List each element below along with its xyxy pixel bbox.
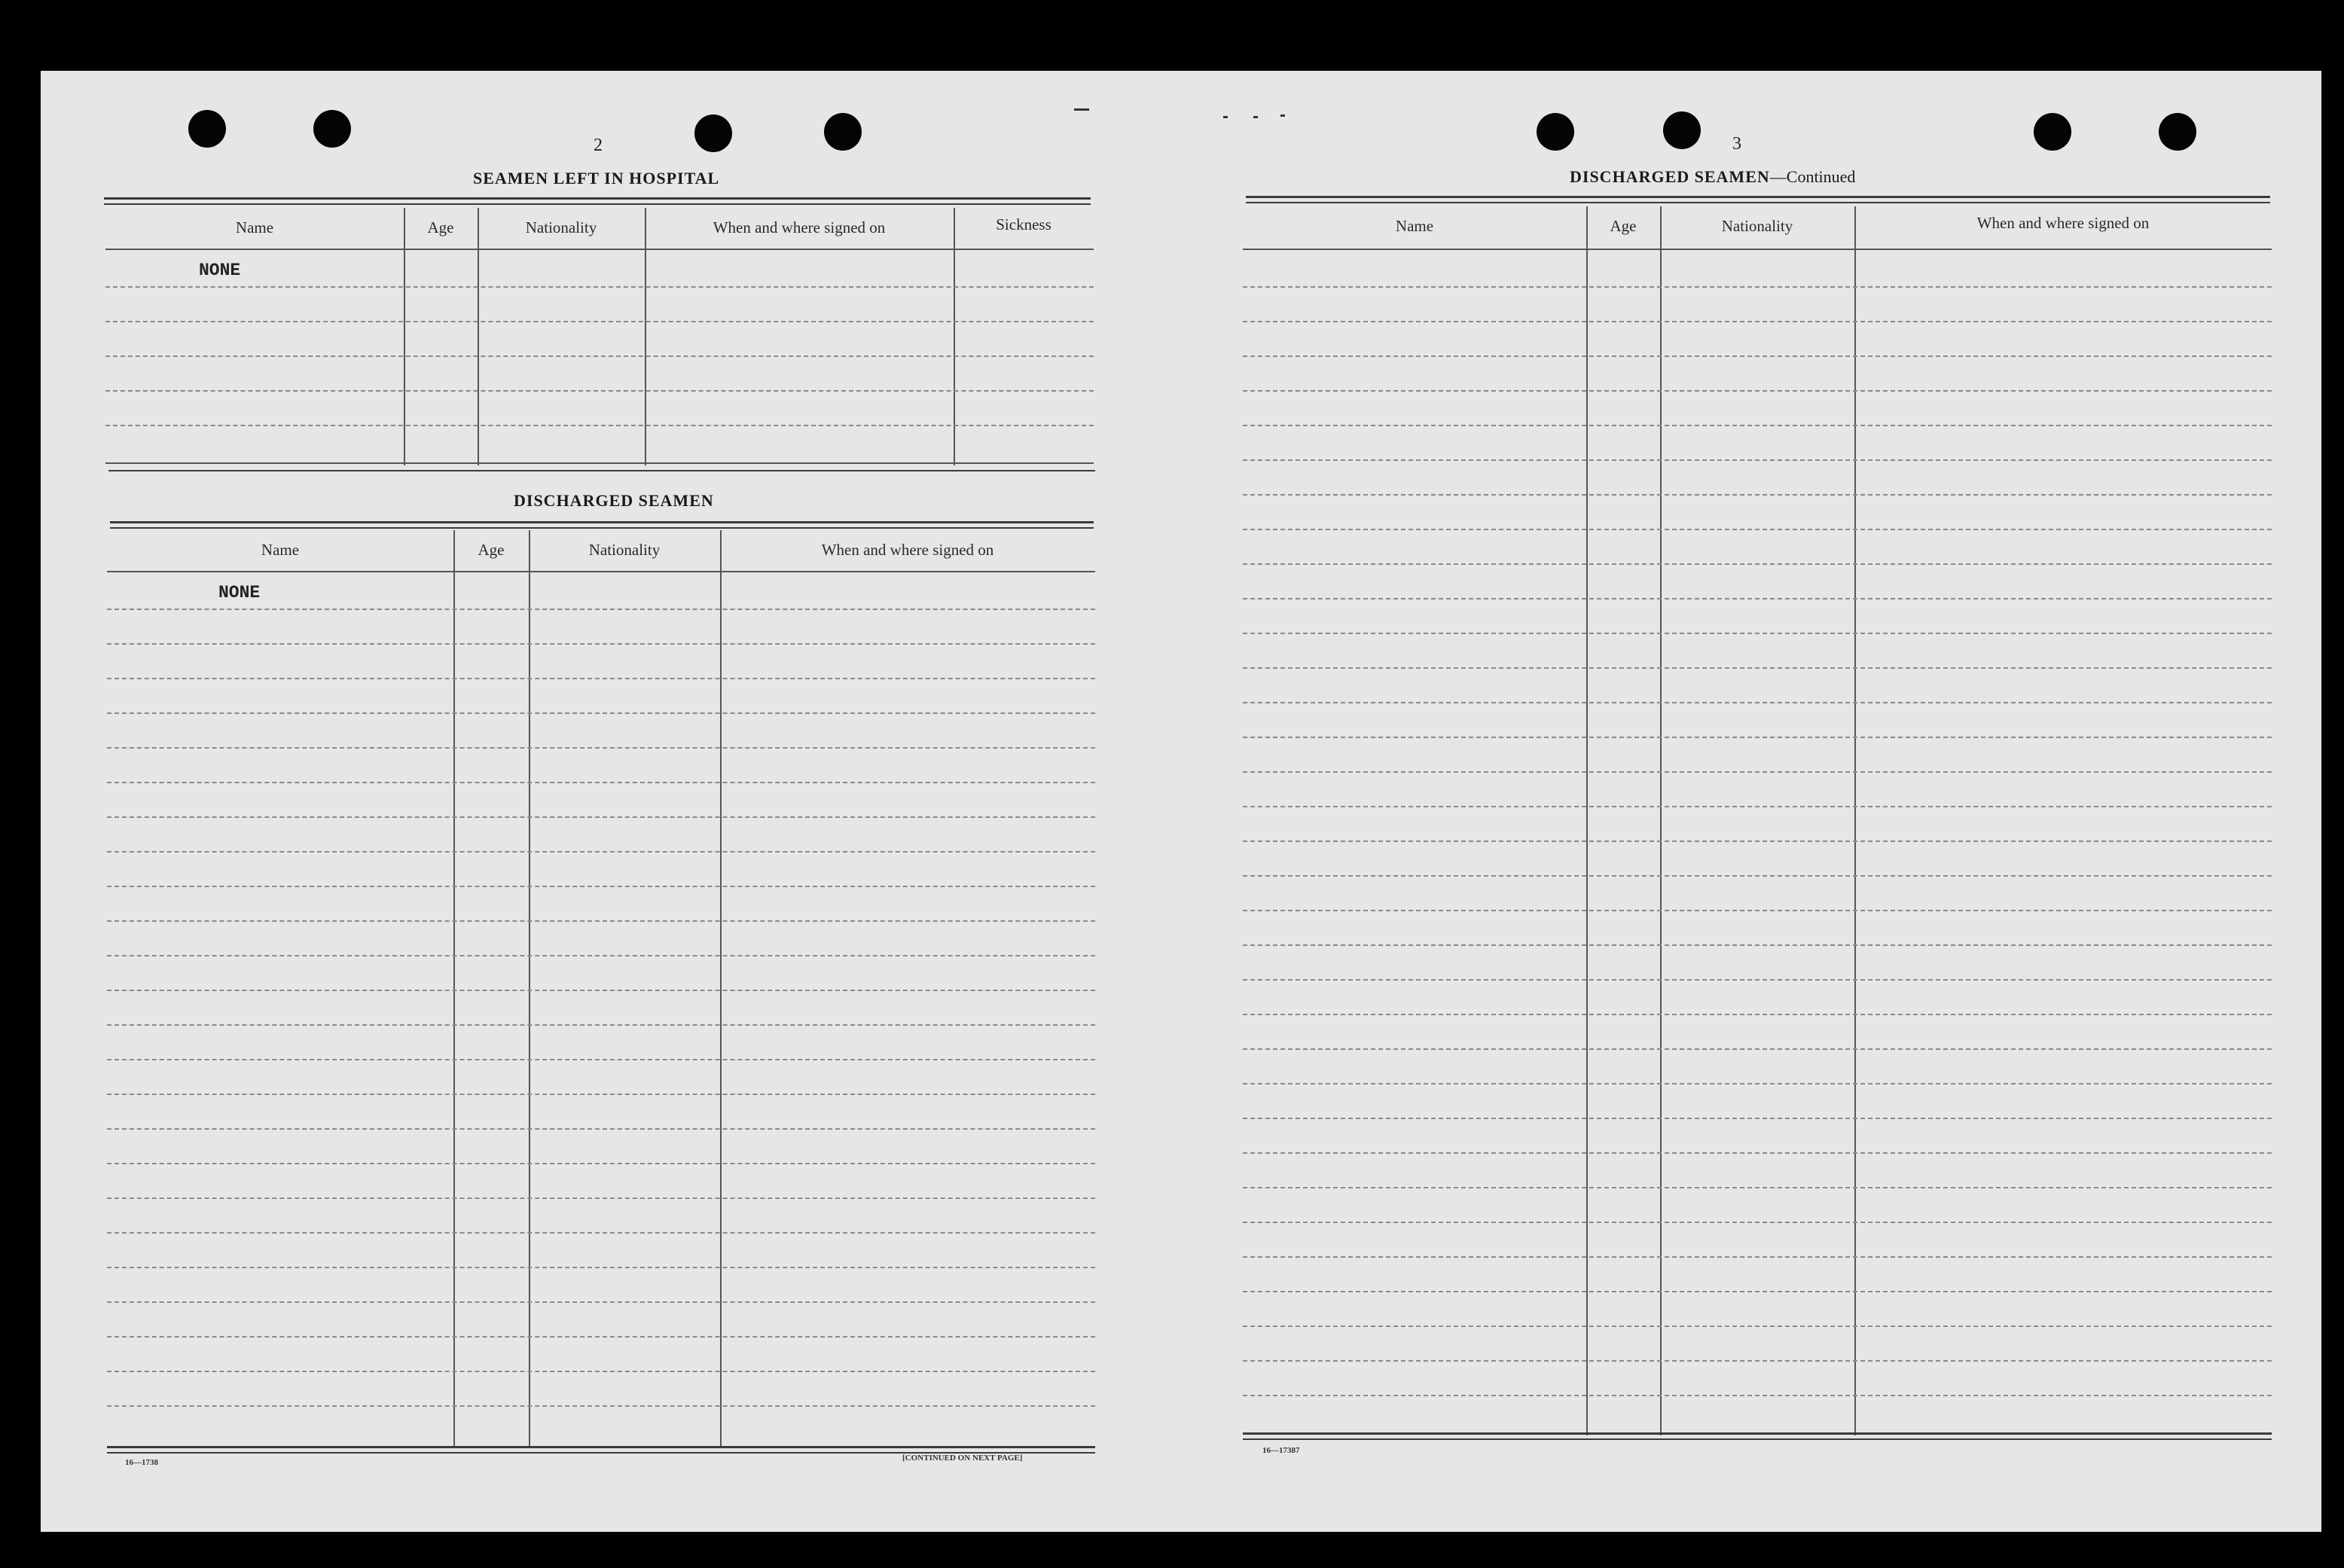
table-row (107, 1197, 1095, 1199)
binder-hole (2159, 113, 2196, 151)
table-row (107, 851, 1095, 853)
table-row (107, 609, 1095, 610)
hospital-section-title: SEAMEN LEFT IN HOSPITAL (473, 169, 720, 188)
col-header-signed-on: When and where signed on (1976, 214, 2150, 232)
rule (1246, 196, 2270, 198)
page-number-left: 2 (594, 136, 603, 155)
binder-hole (188, 110, 226, 148)
col-header-age: Age (1610, 217, 1637, 235)
table-row (1243, 1083, 2272, 1084)
discharged-section-title: DISCHARGED SEAMEN (514, 491, 714, 510)
binder-hole (313, 110, 351, 148)
col-header-age: Age (427, 218, 454, 236)
table-row (1243, 771, 2272, 773)
discharged-continued-title (1570, 167, 1855, 187)
ink-mark (1253, 116, 1258, 118)
col-header-age: Age (478, 541, 505, 559)
table-row (1243, 390, 2272, 392)
col-header-signed-on: When and where signed on (821, 541, 994, 559)
header-rule (1243, 249, 2272, 250)
header-rule (107, 571, 1095, 572)
table-row (1243, 737, 2272, 738)
table-row (107, 1094, 1095, 1095)
table-row (1243, 1360, 2272, 1362)
rule (110, 527, 1094, 529)
table-row (107, 747, 1095, 749)
ink-mark (1280, 114, 1285, 117)
form-number-right: 16—17387 (1262, 1446, 1300, 1455)
hospital-entry-none: NONE (199, 261, 241, 280)
table-row (107, 1405, 1095, 1407)
column-divider (645, 208, 646, 465)
table-row (107, 886, 1095, 887)
table-row (1243, 1014, 2272, 1015)
table-row (107, 643, 1095, 645)
table-row (107, 1163, 1095, 1164)
table-row (107, 955, 1095, 956)
table-row (107, 1336, 1095, 1338)
ledger-spread (41, 71, 2321, 1532)
page-number-right: 3 (1732, 134, 1741, 154)
rule (104, 197, 1091, 200)
discharged-title-text: DISCHARGED SEAMEN (1570, 167, 1770, 186)
table-row (1243, 1152, 2272, 1154)
table-row (105, 355, 1094, 357)
ink-mark (1074, 108, 1089, 111)
discharged-table-right (1243, 206, 2272, 1435)
table-row (1243, 1395, 2272, 1396)
table-row (107, 1024, 1095, 1026)
table-row (1243, 425, 2272, 426)
binder-hole (824, 113, 862, 151)
col-header-sickness: Sickness (996, 215, 1051, 233)
table-row (107, 816, 1095, 818)
table-row (1243, 1222, 2272, 1223)
binder-hole (694, 114, 732, 152)
rule (108, 470, 1095, 471)
table-bottom-rule (105, 462, 1094, 464)
table-row (107, 1371, 1095, 1372)
table-row (105, 425, 1094, 426)
column-divider (954, 208, 955, 465)
table-row (1243, 667, 2272, 669)
table-row (1243, 840, 2272, 842)
rule (110, 521, 1094, 523)
col-header-nationality: Nationality (525, 218, 597, 236)
col-header-name: Name (1395, 217, 1434, 235)
table-row (107, 1267, 1095, 1268)
table-row (1243, 494, 2272, 496)
table-row (107, 678, 1095, 679)
table-row (107, 1128, 1095, 1130)
table-row (1243, 529, 2272, 530)
continued-suffix: —Continued (1769, 167, 1856, 186)
table-row (107, 1301, 1095, 1303)
binder-hole (1663, 111, 1701, 149)
rule (107, 1446, 1095, 1448)
discharged-entry-none: NONE (218, 583, 261, 602)
col-header-signed-on: When and where signed on (713, 218, 886, 236)
binder-hole (2034, 113, 2071, 151)
rule (104, 203, 1091, 205)
table-row (1243, 702, 2272, 703)
table-row (107, 920, 1095, 922)
rule (1243, 1438, 2272, 1440)
table-row (1243, 910, 2272, 911)
discharged-table-left (107, 530, 1095, 1448)
table-row (107, 1232, 1095, 1234)
rule (1243, 1432, 2272, 1435)
table-row (1243, 1325, 2272, 1327)
table-row (107, 782, 1095, 783)
continued-note: [CONTINUED ON NEXT PAGE] (902, 1454, 1023, 1463)
col-header-name: Name (261, 541, 300, 559)
table-row (105, 286, 1094, 288)
col-header-nationality: Nationality (1721, 217, 1793, 235)
table-row (1243, 1048, 2272, 1050)
table-row (1243, 286, 2272, 288)
form-number-left: 16—1738 (125, 1458, 158, 1467)
rule (1246, 202, 2270, 203)
table-row (1243, 1187, 2272, 1188)
header-rule (105, 249, 1094, 250)
table-row (1243, 563, 2272, 565)
table-row (1243, 979, 2272, 981)
table-row (105, 321, 1094, 322)
ink-mark (1223, 116, 1228, 118)
table-row (107, 712, 1095, 714)
table-row (107, 990, 1095, 991)
table-row (1243, 459, 2272, 461)
column-divider (529, 530, 530, 1448)
column-divider (478, 208, 479, 465)
table-row (105, 390, 1094, 392)
table-row (1243, 806, 2272, 807)
hospital-table (105, 208, 1094, 465)
table-row (1243, 1256, 2272, 1258)
table-row (107, 1059, 1095, 1060)
table-row (1243, 944, 2272, 946)
table-row (1243, 1118, 2272, 1119)
binder-hole (1537, 113, 1574, 151)
table-row (1243, 321, 2272, 322)
table-row (1243, 875, 2272, 877)
table-row (1243, 633, 2272, 634)
column-divider (404, 208, 405, 465)
table-row (1243, 1291, 2272, 1292)
table-row (1243, 355, 2272, 357)
col-header-name: Name (235, 218, 274, 236)
column-divider (453, 530, 455, 1448)
col-header-nationality: Nationality (588, 541, 661, 559)
column-divider (720, 530, 722, 1448)
table-row (1243, 598, 2272, 599)
